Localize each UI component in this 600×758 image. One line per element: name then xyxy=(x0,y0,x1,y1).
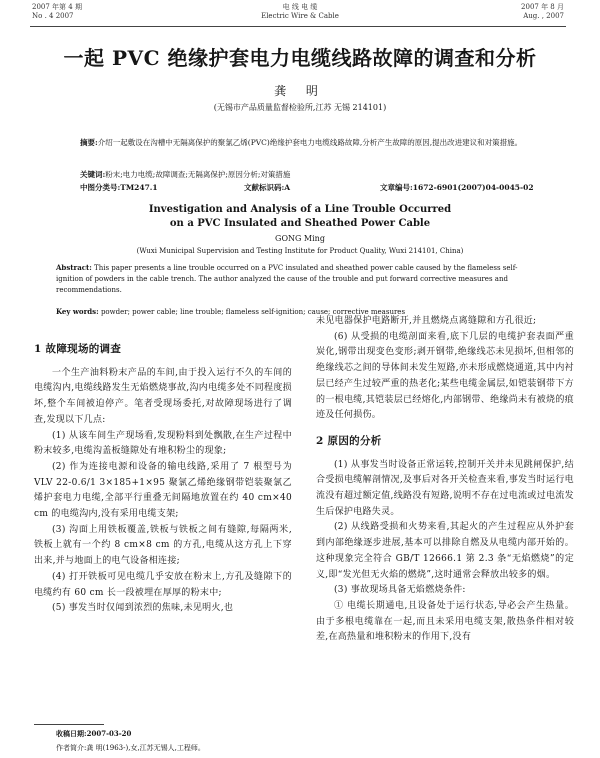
header-issue-cn: 2007 年第 4 期 xyxy=(32,3,82,11)
paragraph: (3) 事故现场具备无焰燃烧条件: xyxy=(334,585,466,596)
running-header-right xyxy=(521,3,564,21)
author-name-cn: 龚 明 xyxy=(274,84,326,98)
paragraph: 未见电器保护电路断开,并且燃烧点离缝隙和方孔很近; xyxy=(316,316,537,326)
running-header-left xyxy=(32,3,82,21)
abstract-cn-label: 摘要: xyxy=(80,138,98,147)
title-en-line1: Investigation and Analysis of a Line Trouble Occurred xyxy=(148,204,452,215)
footnote-author-bio: 作者简介:龚 明(1963-),女,江苏无锡人,工程师。 xyxy=(56,744,205,752)
affiliation-cn: (无锡市产品质量监督检验所,江苏 无锡 214101) xyxy=(213,103,387,112)
paragraph: (2) 作为连接电源和设备的输电线路,采用了 7 根型号为 VLV 22-0.6/1 3×185+1×95 聚氯乙烯绝缘钢带铠装聚氯乙烯护套电力电缆,全部平行重叠无间隔地放置在约 40 cm×40 cm 的电缆沟内,没有采用电缆支架; xyxy=(34,461,292,520)
header-rule xyxy=(30,26,566,27)
paragraph: 一个生产油料粉末产品的车间,由于投入运行不久的车间的电缆沟内,电缆线路发生无焰燃烧事故,沟内电缆多处不同程度损坏,整个车间被迫停产。笔者受现场委托,对故障现场进行了调查,发现以下几点: xyxy=(34,367,292,425)
abstract-en-label: Abstract: xyxy=(56,263,92,272)
keywords-cn xyxy=(80,168,530,181)
title-en-line2: on a PVC Insulated and Sheathed Power Cable xyxy=(169,218,431,229)
article-title-en xyxy=(50,203,550,231)
header-journal-en: Electric Wire & Cable xyxy=(261,12,339,20)
body-column-right xyxy=(316,314,574,646)
paragraph: (6) 从受损的电缆剖面来看,底下几层的电缆护套表面严重炭化,钢带出现变色变形;剥开钢带,绝缘线芯未见损坏,但相邻的绝缘线芯之间的导体间未发生短路,亦未形成燃烧通道,其中内衬层已经产生过较严重的热老化;某些电缆金属层,如铠装钢带下方的一根电缆,其铠装层已经熔化,内部钢带、绝缘尚未有被烧的痕迹及任何损伤。 xyxy=(316,331,574,421)
keywords-en-text: powder; power cable; line trouble; flameless self-ignition; cause; corrective measures xyxy=(100,308,406,316)
keywords-cn-text: 粉末;电力电缆;故障调查;无隔离保护;原因分析;对策措施 xyxy=(105,170,291,179)
clc-number: 中图分类号:TM247.1 xyxy=(80,183,158,192)
article-number: 文章编号:1672-6901(2007)04-0045-02 xyxy=(380,183,534,192)
section-spacer xyxy=(316,424,574,432)
section-heading-1: 1 故障现场的调查 xyxy=(34,343,122,355)
header-date-cn: 2007 年 8 月 xyxy=(521,3,564,11)
paragraph: (5) 事发当时仅闻到浓烈的焦味,未见明火,也 xyxy=(52,603,234,614)
running-header-center xyxy=(200,3,400,21)
paragraph: ① 电缆长期通电,且设备处于运行状态,导必会产生热量。由于多根电缆靠在一起,而且未采用电缆支架,散热条件相对较差,在高热量和堆积粉末的作用下,没有 xyxy=(316,600,574,643)
keywords-en-label: Key words: xyxy=(56,307,99,316)
header-date-en: Aug. , 2007 xyxy=(523,12,564,20)
footnote-received-date: 收稿日期:2007-03-20 xyxy=(56,729,132,738)
paragraph: (2) 从线路受损和火势来看,其起火的产生过程应从外护套到内部绝缘逐步进展,基本可以排除自燃及从电缆内部开始的。这种现象完全符合 GB/T 12666.1 第 2.3 条“无焰燃烧”的定义,即“发光但无火焰的燃烧”,这时通常会释放出较多的烟。 xyxy=(316,522,574,580)
section-heading-2: 2 原因的分析 xyxy=(316,434,382,447)
abstract-cn-text: 介绍一起敷设在沟槽中无隔离保护的聚氯乙烯(PVC)绝缘护套电力电缆线路故障,分析产生故障的原因,提出改进建议和对策措施。 xyxy=(97,138,523,147)
paragraph: (1) 从事发当时设备正常运转,控制开关并未见跳闸保护,结合受损电缆解剖情况,及事后对各开关检查来看,事发当时运行电流没有超过额定值,线路没有短路,说明不存在过电流或过电流发生后保护电路失灵。 xyxy=(316,459,574,517)
article-title-cn: 一起 PVC 绝缘护套电力电缆线路故障的调查和分析 xyxy=(63,46,537,70)
body-column-left xyxy=(34,340,292,617)
header-issue-en: No . 4 2007 xyxy=(32,12,74,20)
paragraph: (1) 从该车间生产现场看,发现粉料到处飘散,在生产过程中粉末较多,电缆沟盖板缝隙处有堆积粉尘的现象; xyxy=(34,430,292,457)
abstract-cn xyxy=(80,136,530,149)
author-name-en: GONG Ming xyxy=(275,234,325,243)
paragraph: (4) 打开铁板可见电缆几乎安放在粉末上,方孔及缝隙下的电缆约有 60 cm 长一段被埋在厚厚的粉末中; xyxy=(34,571,292,598)
header-journal-cn: 电 线 电 缆 xyxy=(282,3,318,11)
paragraph: (3) 沟面上用铁板覆盖,铁板与铁板之间有缝隙,每隔两米,铁板上就有一个约 8 cm×8 cm 的方孔,电缆从这方孔上下穿出来,并与地面上的电气设备相连接; xyxy=(34,524,292,567)
abstract-en-text: This paper presents a line trouble occurred on a PVC insulated and sheathed power cable caused by the flameless self-ignition of powders in the cable trench. The author analyzed the cause of the trouble and put forward corrective measures and recommendations. xyxy=(56,264,518,294)
document-code: 文献标识码:A xyxy=(244,183,291,192)
keywords-cn-label: 关键词: xyxy=(80,170,106,179)
footnote-rule xyxy=(34,724,104,725)
affiliation-en: (Wuxi Municipal Supervision and Testing Institute for Product Quality, Wuxi 214101, China) xyxy=(136,247,464,255)
abstract-en xyxy=(56,262,544,296)
